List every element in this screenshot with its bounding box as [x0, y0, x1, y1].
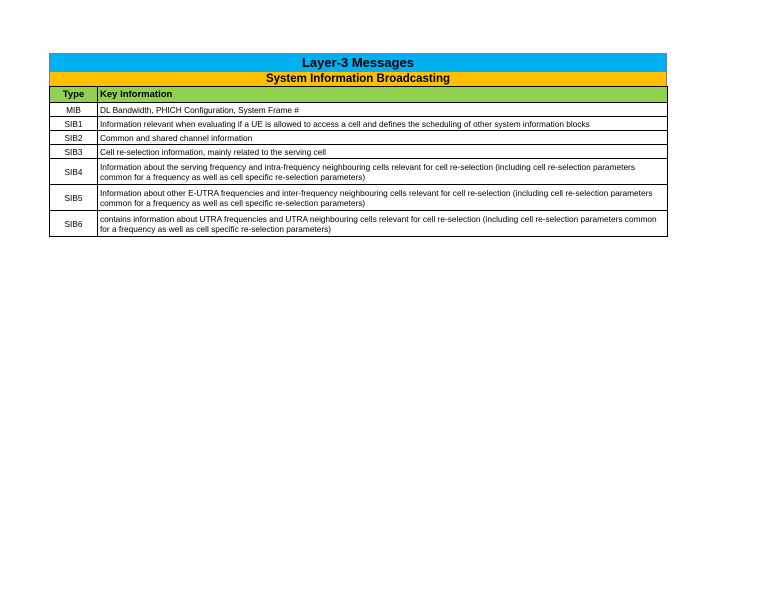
sheet-title: Layer-3 Messages	[49, 53, 667, 72]
row-info-cell: Cell re-selection information, mainly related to the serving cell	[98, 145, 668, 159]
table-header-row	[50, 87, 668, 103]
column-header-type: Type	[50, 87, 98, 103]
row-info-cell: Information relevant when evaluating if a UE is allowed to access a cell and defines the scheduling of other system information blocks	[98, 117, 668, 131]
row-info-cell: Information about other E-UTRA frequencies and inter-frequency neighbouring cells relevant for cell re-selection (including cell re-selection parameters common for a frequency as well as cell specific re-selection parameters)	[98, 185, 668, 211]
row-type-cell: SIB3	[50, 145, 98, 159]
row-type-cell: SIB5	[50, 185, 98, 211]
table-row	[50, 103, 668, 117]
row-info-cell: DL Bandwidth, PHICH Configuration, System Frame #	[98, 103, 668, 117]
row-info-cell: Common and shared channel information	[98, 131, 668, 145]
table-row	[50, 159, 668, 185]
row-type-cell: SIB1	[50, 117, 98, 131]
sheet-subtitle: System Information Broadcasting	[49, 72, 667, 86]
table-row	[50, 145, 668, 159]
table-row	[50, 211, 668, 237]
spreadsheet-page	[49, 53, 667, 237]
column-header-key-info: Key Information	[98, 87, 668, 103]
row-type-cell: MIB	[50, 103, 98, 117]
row-info-cell: Information about the serving frequency and intra-frequency neighbouring cells relevant for cell re-selection (including cell re-selection parameters common for a frequency as well as cell specific re-selection parameters)	[98, 159, 668, 185]
row-type-cell: SIB2	[50, 131, 98, 145]
table-row	[50, 185, 668, 211]
row-type-cell: SIB6	[50, 211, 98, 237]
table-row	[50, 131, 668, 145]
row-info-cell: contains information about UTRA frequencies and UTRA neighbouring cells relevant for cell re-selection (including cell re-selection parameters common for a frequency as well as cell specific re-selection parameters)	[98, 211, 668, 237]
sib-table	[49, 86, 668, 237]
table-row	[50, 117, 668, 131]
row-type-cell: SIB4	[50, 159, 98, 185]
